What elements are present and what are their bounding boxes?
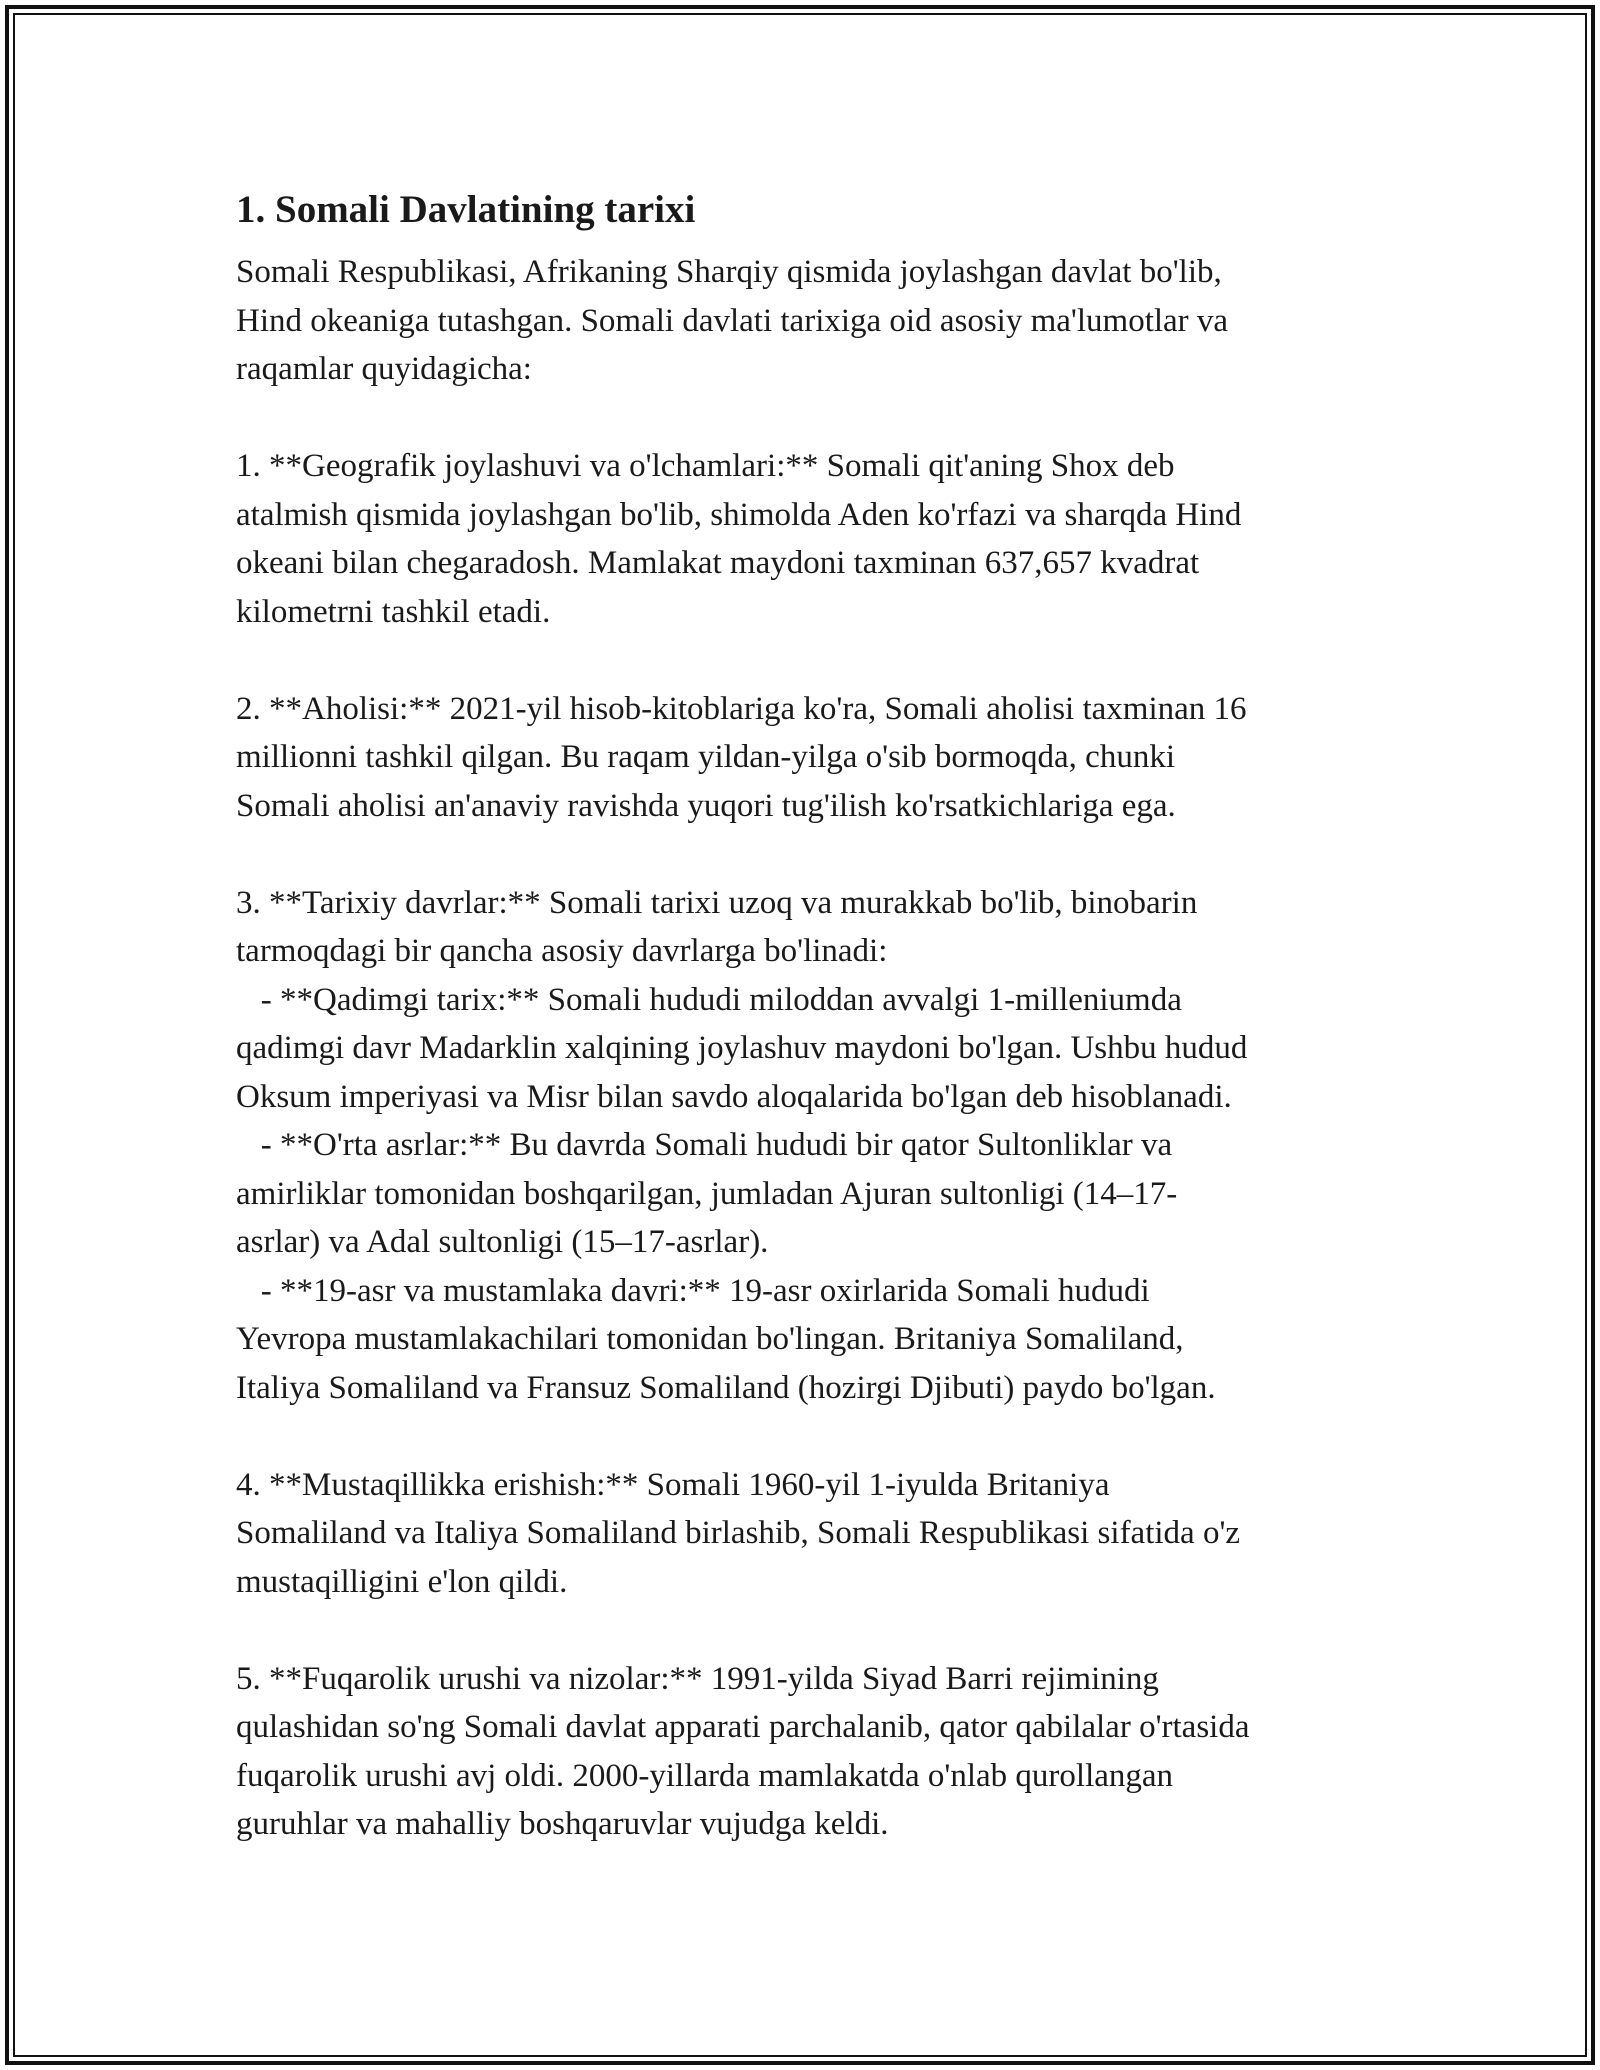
intro-paragraph: Somali Respublikasi, Afrikaning Sharqiy qismida joylashgan davlat bo'lib, Hind okeaniga tutashgan. Somali davlati tarixiga oid asosiy ma'lumotlar va raqamlar quyidagicha: — [236, 254, 1229, 387]
list-item-population: 2. **Aholisi:** 2021-yil hisob-kitoblariga ko'ra, Somali aholisi taxminan 16 millionni tashkil qilgan. Bu raqam yildan-yilga o'sib bormoqda, chunki Somali aholisi an'anaviy ravishda yuqori tug'ilish ko'rsatkichlariga ega. — [236, 690, 1247, 824]
list-item-independence: 4. **Mustaqillikka erishish:** Somali 1960-yil 1-iyulda Britaniya Somaliland va Italiya Somaliland birlashib, Somali Respublikasi sifatida o'z mustaqilligini e'lon qildi. — [236, 1466, 1241, 1600]
list-item-historical-periods: 3. **Tarixiy davrlar:** Somali tarixi uzoq va murakkab bo'lib, binobarin tarmoqdagi bir qancha asosiy davrlarga bo'linadi: - **Qadimgi tarix:** Somali hududi miloddan avvalgi 1-milleniumda qadimgi davr Madarklin xalqining joylashuv maydoni bo'lgan. Ushbu hudud Oksum imperiyasi va Misr bilan savdo aloqalarida bo'lgan deb hisoblanadi. - **O'rta asrlar:** Bu davrda Somali hududi bir qator Sultonliklar va amirliklar tomonidan boshqarilgan, jumladan Ajuran sultonligi (14–17- asrlar) va Adal sultonligi (15–17-asrlar). - **19-asr va mustamlaka davri:** 19-asr oxirlarida Somali hududi Yevropa mustamlakachilari tomonidan bo'lingan. Britaniya Somaliland, Italiya Somaliland va Fransuz Somaliland (hozirgi Djibuti) paydo bo'lgan. — [236, 884, 1248, 1406]
list-item-civil-war: 5. **Fuqarolik urushi va nizolar:** 1991-yilda Siyad Barri rejimining qulashidan so'ng Somali davlat apparati parchalanib, qator qabilalar o'rtasida fuqarolik urushi avj oldi. 2000-yillarda mamlakatda o'nlab qurollangan guruhlar va mahalliy boshqaruvlar vujudga keldi. — [236, 1660, 1250, 1842]
document-title: 1. Somali Davlatining tarixi — [236, 188, 696, 231]
paragraph-gap — [236, 830, 1386, 879]
paragraph-gap — [236, 636, 1386, 685]
document-body — [236, 184, 1386, 1849]
paragraph-gap — [236, 1606, 1386, 1655]
paragraph-gap — [236, 394, 1386, 443]
list-item-geography: 1. **Geografik joylashuvi va o'lchamlari:** Somali qit'aning Shox deb atalmish qismida joylashgan bo'lib, shimolda Aden ko'rfazi va sharqda Hind okeani bilan chegaradosh. Mamlakat maydoni taxminan 637,657 kvadrat kilometrni tashkil etadi. — [236, 448, 1242, 630]
paragraph-gap — [236, 1412, 1386, 1461]
